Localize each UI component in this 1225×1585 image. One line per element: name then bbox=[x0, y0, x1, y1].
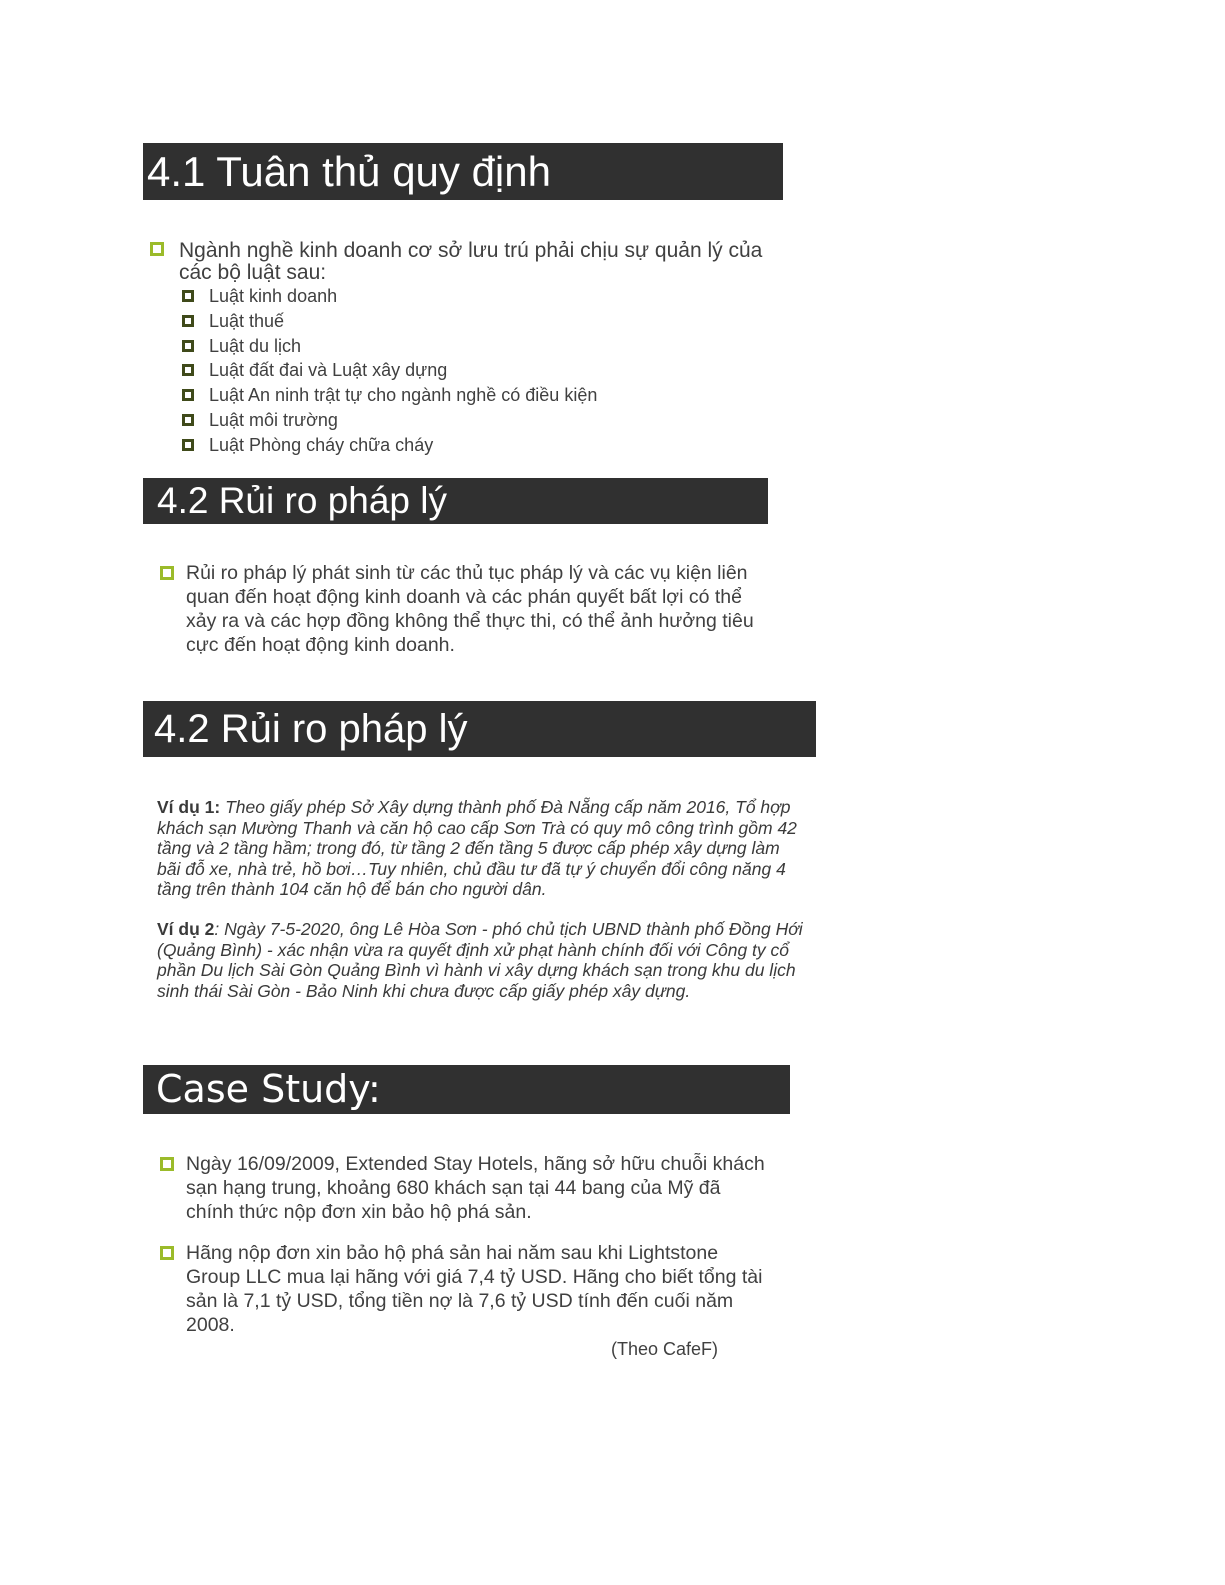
example-2-text: : Ngày 7-5-2020, ông Lê Hòa Sơn - phó chủ tịch UBND thành phố Đồng Hới (Quảng Bình) - xác nhận vừa ra quyết định xử phạt hành chính đối với Công ty cổ phần Du lịch Sài Gòn Quảng Bình vì hành vi xây dựng khách sạn trong khu du lịch sinh thái Sài Gòn - Bảo Ninh khi chưa được cấp giấy phép xây dựng. bbox=[157, 919, 803, 1001]
bullet-square-icon bbox=[160, 566, 174, 580]
law-item: Luật thuế bbox=[209, 311, 285, 331]
section-title-4-1: 4.1 Tuân thủ quy định bbox=[143, 143, 783, 200]
lead-text: Ngành nghề kinh doanh cơ sở lưu trú phải chịu sự quản lý của các bộ luật sau: bbox=[179, 239, 763, 284]
law-item: Luật Phòng cháy chữa cháy bbox=[209, 435, 434, 455]
sub-bullet-icon bbox=[182, 389, 194, 401]
sub-bullet-icon bbox=[182, 414, 194, 426]
bullet-square-icon bbox=[150, 242, 164, 256]
law-item: Luật môi trường bbox=[209, 410, 338, 430]
sub-bullet-icon bbox=[182, 364, 194, 376]
example-2 bbox=[157, 919, 807, 1001]
section-title-case-study: Case Study: bbox=[143, 1065, 790, 1114]
law-item: Luật An ninh trật tự cho ngành nghề có điều kiện bbox=[209, 385, 598, 405]
example-1-text: Theo giấy phép Sở Xây dựng thành phố Đà Nẵng cấp năm 2016, Tổ hợp khách sạn Mường Thanh và căn hộ cao cấp Sơn Trà có quy mô công trình gồm 42 tầng và 2 tầng hầm; trong đó, từ tầng 2 đến tầng 5 được cấp phép xây dựng làm bãi đỗ xe, nhà trẻ, hồ bơi…Tuy nhiên, chủ đầu tư đã tự ý chuyển đổi công năng 4 tầng trên thành 104 căn hộ để bán cho người dân. bbox=[157, 797, 797, 899]
law-item: Luật du lịch bbox=[209, 336, 302, 356]
case-study-bullet-2: Hãng nộp đơn xin bảo hộ phá sản hai năm sau khi Lightstone Group LLC mua lại hãng với giá 7,4 tỷ USD. Hãng cho biết tổng tài sản là 7,1 tỷ USD, tổng tiền nợ là 7,6 tỷ USD tính đến cuối năm 2008. bbox=[186, 1242, 763, 1336]
case-study-bullet-1: Ngày 16/09/2009, Extended Stay Hotels, hãng sở hữu chuỗi khách sạn hạng trung, khoảng 680 khách sạn tại 44 bang của Mỹ đã chính thức nộp đơn xin bảo hộ phá sản. bbox=[186, 1153, 765, 1223]
sub-bullet-icon bbox=[182, 315, 194, 327]
sub-bullet-icon bbox=[182, 340, 194, 352]
example-1 bbox=[157, 797, 807, 900]
legal-risk-paragraph: Rủi ro pháp lý phát sinh từ các thủ tục pháp lý và các vụ kiện liên quan đến hoạt động kinh doanh và các phán quyết bất lợi có thể xảy ra và các hợp đồng không thể thực thi, có thể ảnh hưởng tiêu cực đến hoạt động kinh doanh. bbox=[186, 562, 754, 656]
section-title-4-2: 4.2 Rủi ro pháp lý bbox=[143, 478, 768, 524]
bullet-square-icon bbox=[160, 1157, 174, 1171]
sub-bullet-icon bbox=[182, 290, 194, 302]
law-item: Luật kinh doanh bbox=[209, 286, 338, 306]
citation: (Theo CafeF) bbox=[611, 1339, 719, 1359]
bullet-square-icon bbox=[160, 1246, 174, 1260]
section-title-4-2-examples: 4.2 Rủi ro pháp lý bbox=[143, 701, 816, 757]
example-1-label: Ví dụ 1: bbox=[157, 797, 221, 817]
example-2-label: Ví dụ 2 bbox=[157, 919, 215, 939]
law-item: Luật đất đai và Luật xây dựng bbox=[209, 360, 448, 380]
sub-bullet-icon bbox=[182, 439, 194, 451]
